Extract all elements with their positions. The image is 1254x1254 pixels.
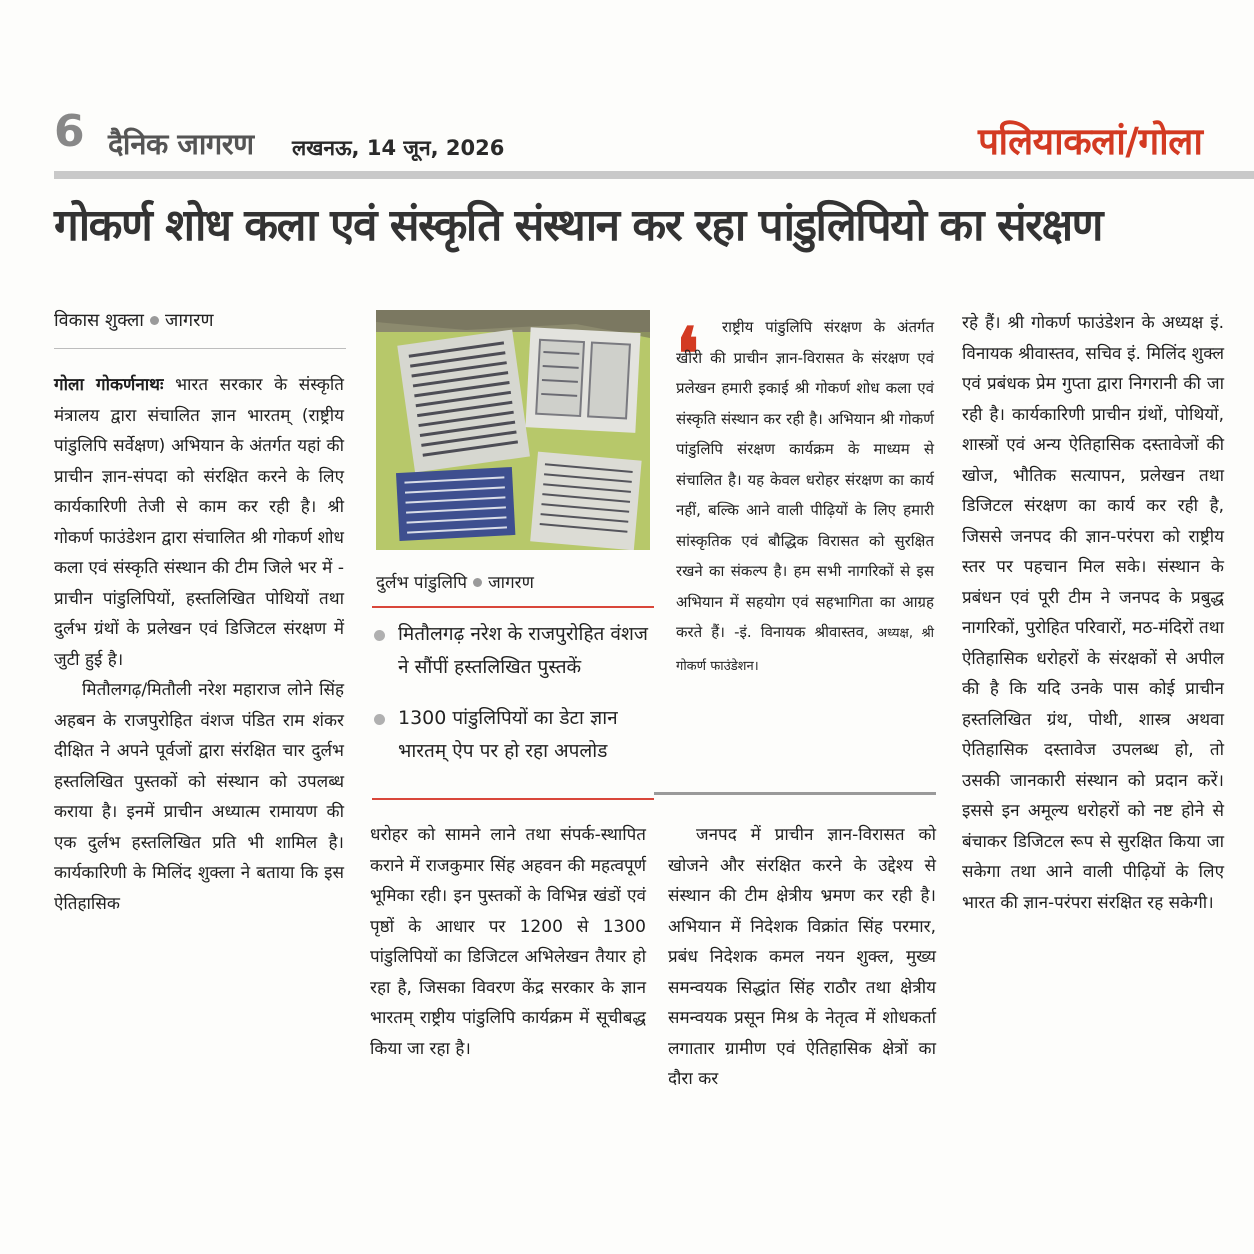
column-1: [54, 370, 344, 919]
quote-attribution-title: अध्यक्ष, श्री गोकर्ण फाउंडेशन।: [676, 626, 935, 674]
paragraph-col2: धरोहर को सामने लाने तथा संपर्क-स्थापित कराने में राजकुमार सिंह अहवन की महत्वपूर्ण भूमिका रही। इन पुस्तकों के विभिन्न खंडों एवं पृष्ठों के आधार पर 1200 से 1300 पांडुलिपियों का डिजिटल अभिलेखन तैयार हो रहा है, जिसका विवरण केंद्र सरकार के ज्ञान भारतम् राष्ट्रीय पांडुलिपि कार्यक्रम में सूचीबद्ध किया जा रहा है।: [370, 825, 646, 1059]
bullet-dot-icon: [150, 316, 159, 325]
manuscript-image: [376, 310, 650, 550]
bullet-dot-icon: [374, 714, 385, 725]
paragraph-col4: रहे हैं। श्री गोकर्ण फाउंडेशन के अध्यक्ष इं. विनायक श्रीवास्तव, सचिव इं. मिलिंद शुक्ल एवं प्रबंधक प्रेम गुप्ता द्वारा निगरानी की जा रही है। कार्यकारिणी प्राचीन ग्रंथों, पोथियों, शास्त्रों एवं अन्य ऐतिहासिक दस्तावेजों की खोज, भौतिक सत्यापन, प्रलेखन तथा डिजिटल संरक्षण का कार्य कर रही है, जिससे जनपद की ज्ञान-परंपरा को राष्ट्रीय स्तर पर पहचान मिल सके। संस्थान के प्रबंधन एवं पूरी टीम ने जनपद के प्रबुद्ध नागरिकों, पुरोहित परिवारों, मठ-मंदिरों तथा ऐतिहासिक धरोहरों के संरक्षकों से अपील की है कि यदि उनके पास कोई प्राचीन हस्तलिखित ग्रंथ, पोथी, शास्त्र अथवा ऐतिहासिक दस्तावेज उपलब्ध हो, तो उसकी जानकारी संस्थान को प्रदान करें। इससे इन अमूल्य धरोहरों को नष्ट होने से बंचाकर डिजिटल रूप से सुरक्षित किया जा सकेगा तथा आने वाली पीढ़ियों के लिए भारत की ज्ञान-परंपरा संरक्षित रह सकेगी।: [962, 313, 1224, 913]
paragraph-2: मितौलगढ़/मितौली नरेश महाराज लोने सिंह अहबन के राजपुरोहित वंशज पंडित राम शंकर दीक्षित ने अपने पूर्वजों द्वारा संरक्षित चार दुर्लभ हस्तलिखित पुस्तकों को संस्थान को उपलब्ध कराया है। इनमें प्राचीन अध्यात्म रामायण की एक दुर्लभ हस्तलिखित प्रति भी शामिल है। कार्यकारिणी के मिलिंद शुक्ला ने बताया कि इस ऐतिहासिक: [54, 680, 344, 914]
paragraph-1: [54, 370, 344, 675]
highlight-text: मितौलगढ़ नरेश के राजपुरोहित वंशज ने सौंपीं हस्तलिखित पुस्तकें: [398, 623, 648, 678]
highlights-box: [372, 618, 654, 786]
highlights-top-rule: [372, 606, 654, 608]
bullet-dot-icon: [374, 630, 385, 641]
bullet-dot-icon: [473, 578, 482, 587]
quote-mark-icon: ❛: [676, 311, 700, 396]
paragraph-col3: जनपद में प्राचीन ज्ञान-विरासत को खोजने और संरक्षित करने के उद्देश्य से संस्थान की टीम क्षेत्रीय भ्रमण कर रही है। अभियान में निदेशक विक्रांत सिंह परमार, प्रबंध निदेशक कमल नयन शुक्ल, मुख्य समन्वयक सिद्धांत सिंह राठौर तथा क्षेत्रीय समन्वयक प्रसून मिश्र के नेतृत्व में शोधकर्ता लगातार ग्रामीण एवं ऐतिहासिक क्षेत्रों का दौरा कर: [668, 825, 936, 1089]
section-tag: पलियाकलां/गोला: [978, 120, 1203, 163]
quote-bottom-rule: [654, 792, 936, 795]
highlight-item: [372, 702, 654, 768]
page-number: 6: [54, 106, 85, 157]
quote-attribution: -इं. विनायक श्रीवास्तव,: [724, 623, 869, 641]
photo-credit: जागरण: [488, 573, 534, 593]
header-divider: [54, 171, 1254, 179]
manuscript-photo: [376, 310, 650, 550]
photo-caption: [376, 570, 534, 593]
paragraph-1-text: भारत सरकार के संस्कृति मंत्रालय द्वारा संचालित ज्ञान भारतम् (राष्ट्रीय पांडुलिपि सर्वेक्षण) अभियान के अंतर्गत यहां की प्राचीन ज्ञान-संपदा को संरक्षित करने के लिए कार्यकारिणी तेजी से काम कर रही है। श्री गोकर्ण फाउंडेशन द्वारा संचालित श्री गोकर्ण शोध कला एवं संस्कृति संस्थान की टीम जिले भर में - प्राचीन पांडुलिपियों, हस्तलिखित पोथियों तथा दुर्लभ ग्रंथों के प्रलेखन एवं डिजिटल संरक्षण में जुटी हुई है।: [54, 375, 344, 670]
newspaper-masthead: दैनिक जागरण: [108, 127, 254, 161]
dateline-place: गोला गोकर्णनाथः: [54, 375, 164, 395]
photo-caption-text: दुर्लभ पांडुलिपि: [376, 573, 468, 593]
column-4: [962, 308, 1224, 918]
article-headline: गोकर्ण शोध कला एवं संस्कृति संस्थान कर रहा पांडुलिपियो का संरक्षण: [54, 200, 1102, 251]
author-name: विकास शुक्ला: [54, 310, 144, 331]
byline-divider: [54, 348, 346, 349]
byline: [54, 308, 344, 332]
byline-source: जागरण: [164, 310, 214, 331]
highlight-item: [372, 618, 654, 684]
highlights-bottom-rule: [372, 798, 654, 800]
quote-body: राष्ट्रीय पांडुलिपि संरक्षण के अंतर्गत खीरी की प्राचीन ज्ञान-विरासत के संरक्षण एवं प्रलेखन हमारी इकाई श्री गोकर्ण शोध कला एवं संस्कृति संस्थान कर रही है। अभियान श्री गोकर्ण पांडुलिपि संरक्षण कार्यक्रम के माध्यम से संचालित है। यह केवल धरोहर संरक्षण का कार्य नहीं, बल्कि आने वाली पीढ़ियों के लिए हमारी सांस्कृतिक एवं बौद्धिक विरासत को सुरक्षित रखने का संकल्प है। हम सभी नागरिकों से इस अभियान में सहयोग एवं सहभागिता का आग्रह करते हैं।: [676, 318, 934, 641]
column-3-lower: [668, 820, 936, 1095]
pull-quote: [676, 312, 934, 682]
column-2-lower: [370, 820, 646, 1064]
edition-dateline: लखनऊ, 14 जून, 2026: [292, 136, 505, 160]
quote-text: [676, 312, 934, 682]
highlight-text: 1300 पांडुलिपियों का डेटा ज्ञान भारतम् ऐप पर हो रहा अपलोड: [398, 707, 618, 762]
